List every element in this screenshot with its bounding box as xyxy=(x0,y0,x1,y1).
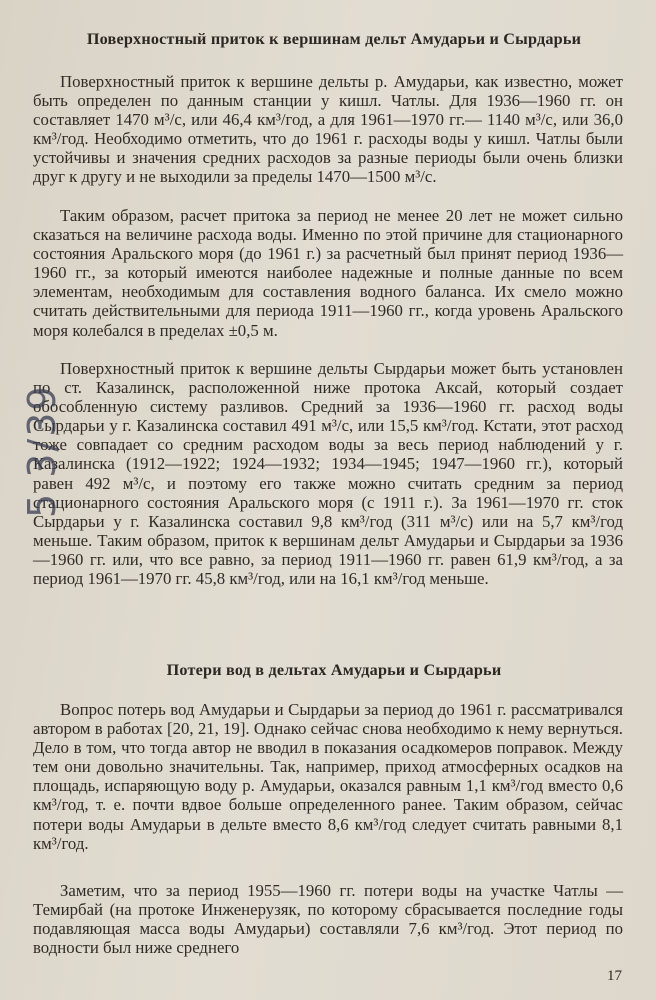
paragraph-water-losses: Вопрос потерь вод Амударьи и Сырдарьи за период до 1961 г. рассматривался автором в работах [20, 21, 19]. Однако сейчас снова необходимо к нему вернуться. Дело в том, что тогда автор не вводил в показания осадкомеров поправок. Между тем они довольно значительны. Так, например, приход атмосферных осадков на площадь, испаряющую воду р. Амударьи, оказался равным 1,1 км³/год вместо 0,6 км³/год, т. е. почти вдвое больше определенного ранее. Таким образом, сейчас потери воды Амударьи в дельте вместо 8,6 км³/год следует считать равными 8,1 км³/год. xyxy=(33,700,623,853)
paragraph-chatly-temirbai: Заметим, что за период 1955—1960 гг. потери воды на участке Чатлы — Темирбай (на протоке Инженерузяк, по которому сбрасывается последние годы подавляющая масса воды Амударьи) составляли 7,6 км³/год. Этот период по водности был ниже среднего xyxy=(33,881,623,958)
paragraph-calculation-period: Таким образом, расчет притока за период не менее 20 лет не может сильно сказаться на величине расхода воды. Именно по этой причине для стационарного состояния Аральского моря (до 1961 г.) за расчетный был принят период 1936—1960 гг., за который имеются наиболее надежные и полные данные по всем элементам, необходимым для составления водного баланса. Их смело можно считать действительными для периода 1911—1960 гг., когда уровень Аральского моря колебался в пределах ±0,5 м. xyxy=(33,206,623,340)
paragraph-syrdarya-inflow: Поверхностный приток к вершине дельты Сырдарьи может быть установлен по ст. Казалинск, расположенной ниже протока Аксай, который создает обособленную систему разливов. Средний за 1936—1960 гг. расход воды Сырдарьи у г. Казалинска составил 491 м³/с, или 15,5 км³/год. Кстати, этот расход тоже совпадает со средним расходом воды за весь период наблюдений у г. Казалинска (1912—1922; 1924—1932; 1934—1945; 1947—1960 гг.), который равен 492 м³/с, и поэтому его также можно считать средним за период стационарного состояния Аральского моря (с 1911 г.). За 1961—1970 гг. сток Сырдарьи у г. Казалинска составил 9,8 км³/год (311 м³/с) или на 5,7 км³/год меньше. Таким образом, приток к вершинам дельт Амударьи и Сырдарьи за 1936—1960 гг. или, что все равно, за период 1911—1960 гг. равен 61,9 км³/год, а за период 1961—1970 гг. 45,8 км³/год, или на 16,1 км³/год меньше. xyxy=(33,359,623,589)
section-heading-losses: Потери вод в дельтах Амударьи и Сырдарьи xyxy=(166,661,502,679)
handwritten-margin-note: 5 3/39 xyxy=(20,384,64,518)
page-number: 17 xyxy=(607,968,622,984)
paragraph-amudarya-inflow: Поверхностный приток к вершине дельты р. Амударьи, как известно, может быть определен по данным станции у кишл. Чатлы. Для 1936—1960 гг. он составляет 1470 м³/с, или 46,4 км³/год, а для 1961—1970 гг.— 1140 м³/с, или 36,0 км³/год. Необходимо отметить, что до 1961 г. расходы воды у кишл. Чатлы были устойчивы и значения средних расходов за разные периоды были очень близки друг к другу и не выходили за пределы 1470—1500 м³/с. xyxy=(33,72,623,187)
section-heading-inflow: Поверхностный приток к вершинам дельт Амударьи и Сырдарьи xyxy=(86,30,582,48)
